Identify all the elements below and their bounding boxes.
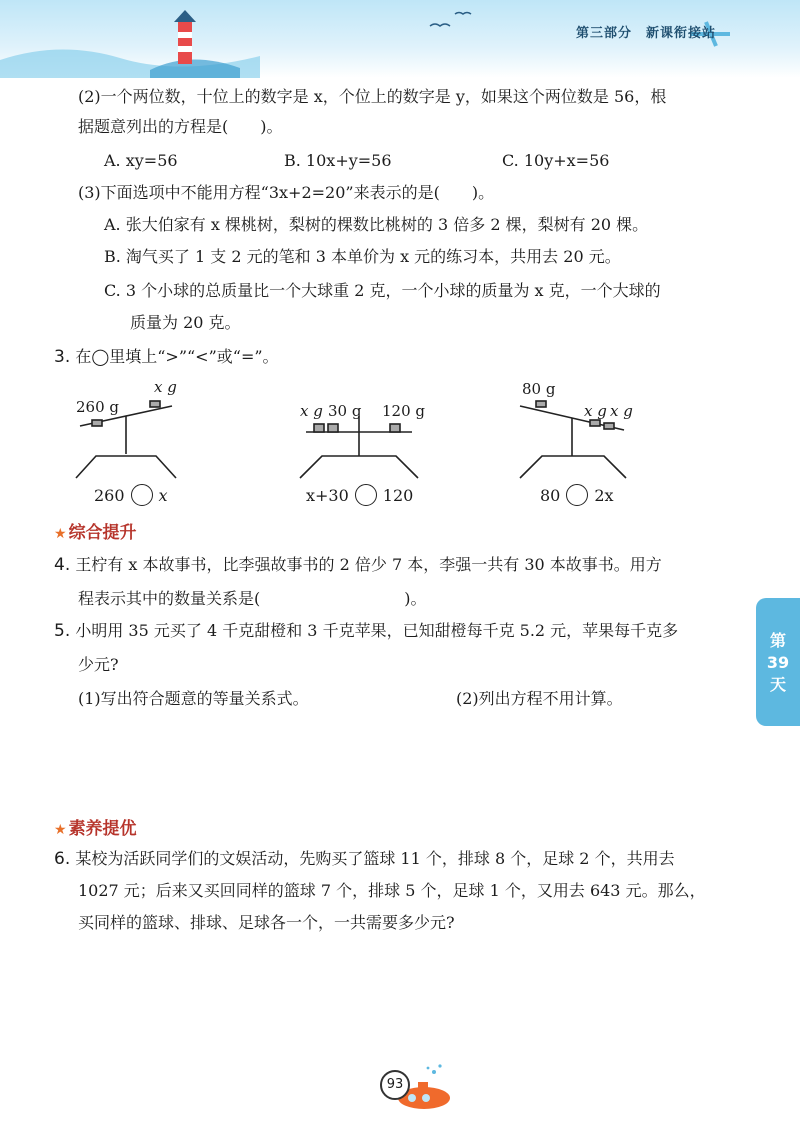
q4-number: 4. xyxy=(54,555,71,575)
q2-2-line1: (2)一个两位数，十位上的数字是 x，个位上的数字是 y，如果这个两位数是 56，根 xyxy=(78,87,667,106)
scale-2 xyxy=(300,416,418,478)
compare-3 xyxy=(540,484,614,506)
q2-3-option-c-line1: C. 3 个小球的总质量比一个大球重 2 克，一个小球的质量为 x 克，一个大球的 xyxy=(104,281,661,300)
day-side-tab xyxy=(756,598,800,726)
q2-2-line2: 据题意列出的方程是( )。 xyxy=(78,117,283,136)
compare-2-left: x+30 xyxy=(306,486,349,505)
section-heading-literacy xyxy=(54,814,137,839)
section-title: 综合提升 xyxy=(68,523,137,543)
star-icon: ★ xyxy=(54,822,67,838)
scale1-right-label: x g xyxy=(154,378,177,396)
compare-3-right: 2x xyxy=(594,486,614,505)
side-tab-line2: 39 xyxy=(766,653,790,672)
header-tag xyxy=(576,22,730,41)
q4-text-1: 王柠有 x 本故事书，比李强故事书的 2 倍少 7 本，李强一共有 30 本故事书。用方 xyxy=(75,555,662,574)
section-title: 素养提优 xyxy=(68,819,137,839)
q6-line2: 1027 元；后来又买回同样的篮球 7 个，排球 5 个，足球 1 个，又用去 643 元。那么， xyxy=(78,881,706,900)
scale2-left-label-b: 30 g xyxy=(328,402,362,420)
star-icon: ★ xyxy=(54,526,67,542)
header-part: 第三部分 xyxy=(575,26,632,41)
scale1-left-label: 260 g xyxy=(76,398,120,416)
q2-2-option-a: A. xy=56 xyxy=(104,151,178,170)
page-header xyxy=(0,0,800,78)
q5-line2: 少元? xyxy=(78,655,119,674)
q5-line1 xyxy=(54,620,678,642)
q4-line1 xyxy=(54,554,662,576)
q2-3-option-b: B. 淘气买了 1 支 2 元的笔和 3 本单价为 x 元的练习本，共用去 20 元。 xyxy=(104,247,621,266)
header-series: 新课衔接站 xyxy=(645,26,716,41)
q4-line2: 程表示其中的数量关系是( )。 xyxy=(78,589,427,608)
q6-line3: 买同样的篮球、排球、足球各一个，一共需要多少元? xyxy=(78,913,455,932)
side-tab-line1: 第 xyxy=(769,631,786,650)
answer-circle[interactable] xyxy=(566,484,588,506)
q5-number: 5. xyxy=(54,621,71,641)
q5-sub1: (1)写出符合题意的等量关系式。 xyxy=(78,689,309,708)
scale2-left-label-a: x g xyxy=(300,402,323,420)
compare-1-left: 260 xyxy=(94,486,125,505)
q5-text-1: 小明用 35 元买了 4 千克甜橙和 3 千克苹果，已知甜橙每千克 5.2 元，苹果每千克多 xyxy=(75,621,679,640)
answer-circle[interactable] xyxy=(355,484,377,506)
q2-3-option-a: A. 张大伯家有 x 棵桃树，梨树的棵数比桃树的 3 倍多 2 棵，梨树有 20 棵。 xyxy=(104,215,649,234)
q6-number: 6. xyxy=(54,849,71,869)
q6-line1 xyxy=(54,848,675,870)
compare-1-right: x xyxy=(158,486,168,505)
q3-heading xyxy=(54,346,279,368)
answer-circle[interactable] xyxy=(131,484,153,506)
compare-3-left: 80 xyxy=(540,486,561,505)
scale3-right-label-a: x g xyxy=(584,402,607,420)
scale2-right-label: 120 g xyxy=(382,402,426,420)
compare-1 xyxy=(94,484,168,506)
q2-2-option-b: B. 10x+y=56 xyxy=(284,151,392,170)
page-number: 93 xyxy=(380,1070,410,1100)
q3-number: 3. xyxy=(54,347,71,367)
section-heading-comprehensive xyxy=(54,518,137,543)
q2-3-option-c-line2: 质量为 20 克。 xyxy=(130,313,241,332)
side-tab-line3: 天 xyxy=(769,675,786,694)
q2-3-stem: (3)下面选项中不能用方程“3x+2=20”来表示的是( )。 xyxy=(78,183,495,202)
q2-2-option-c: C. 10y+x=56 xyxy=(502,151,610,170)
scale3-right-label-b: x g xyxy=(610,402,633,420)
compare-2 xyxy=(306,484,413,506)
q3-stem: 在◯里填上“>”“<”或“=”。 xyxy=(75,347,279,366)
compare-2-right: 120 xyxy=(382,486,414,505)
q5-sub2: (2)列出方程不用计算。 xyxy=(456,689,623,708)
scale3-left-label: 80 g xyxy=(522,380,556,398)
q6-text-1: 某校为活跃同学们的文娱活动，先购买了篮球 11 个，排球 8 个，足球 2 个，共用去 xyxy=(75,849,675,868)
